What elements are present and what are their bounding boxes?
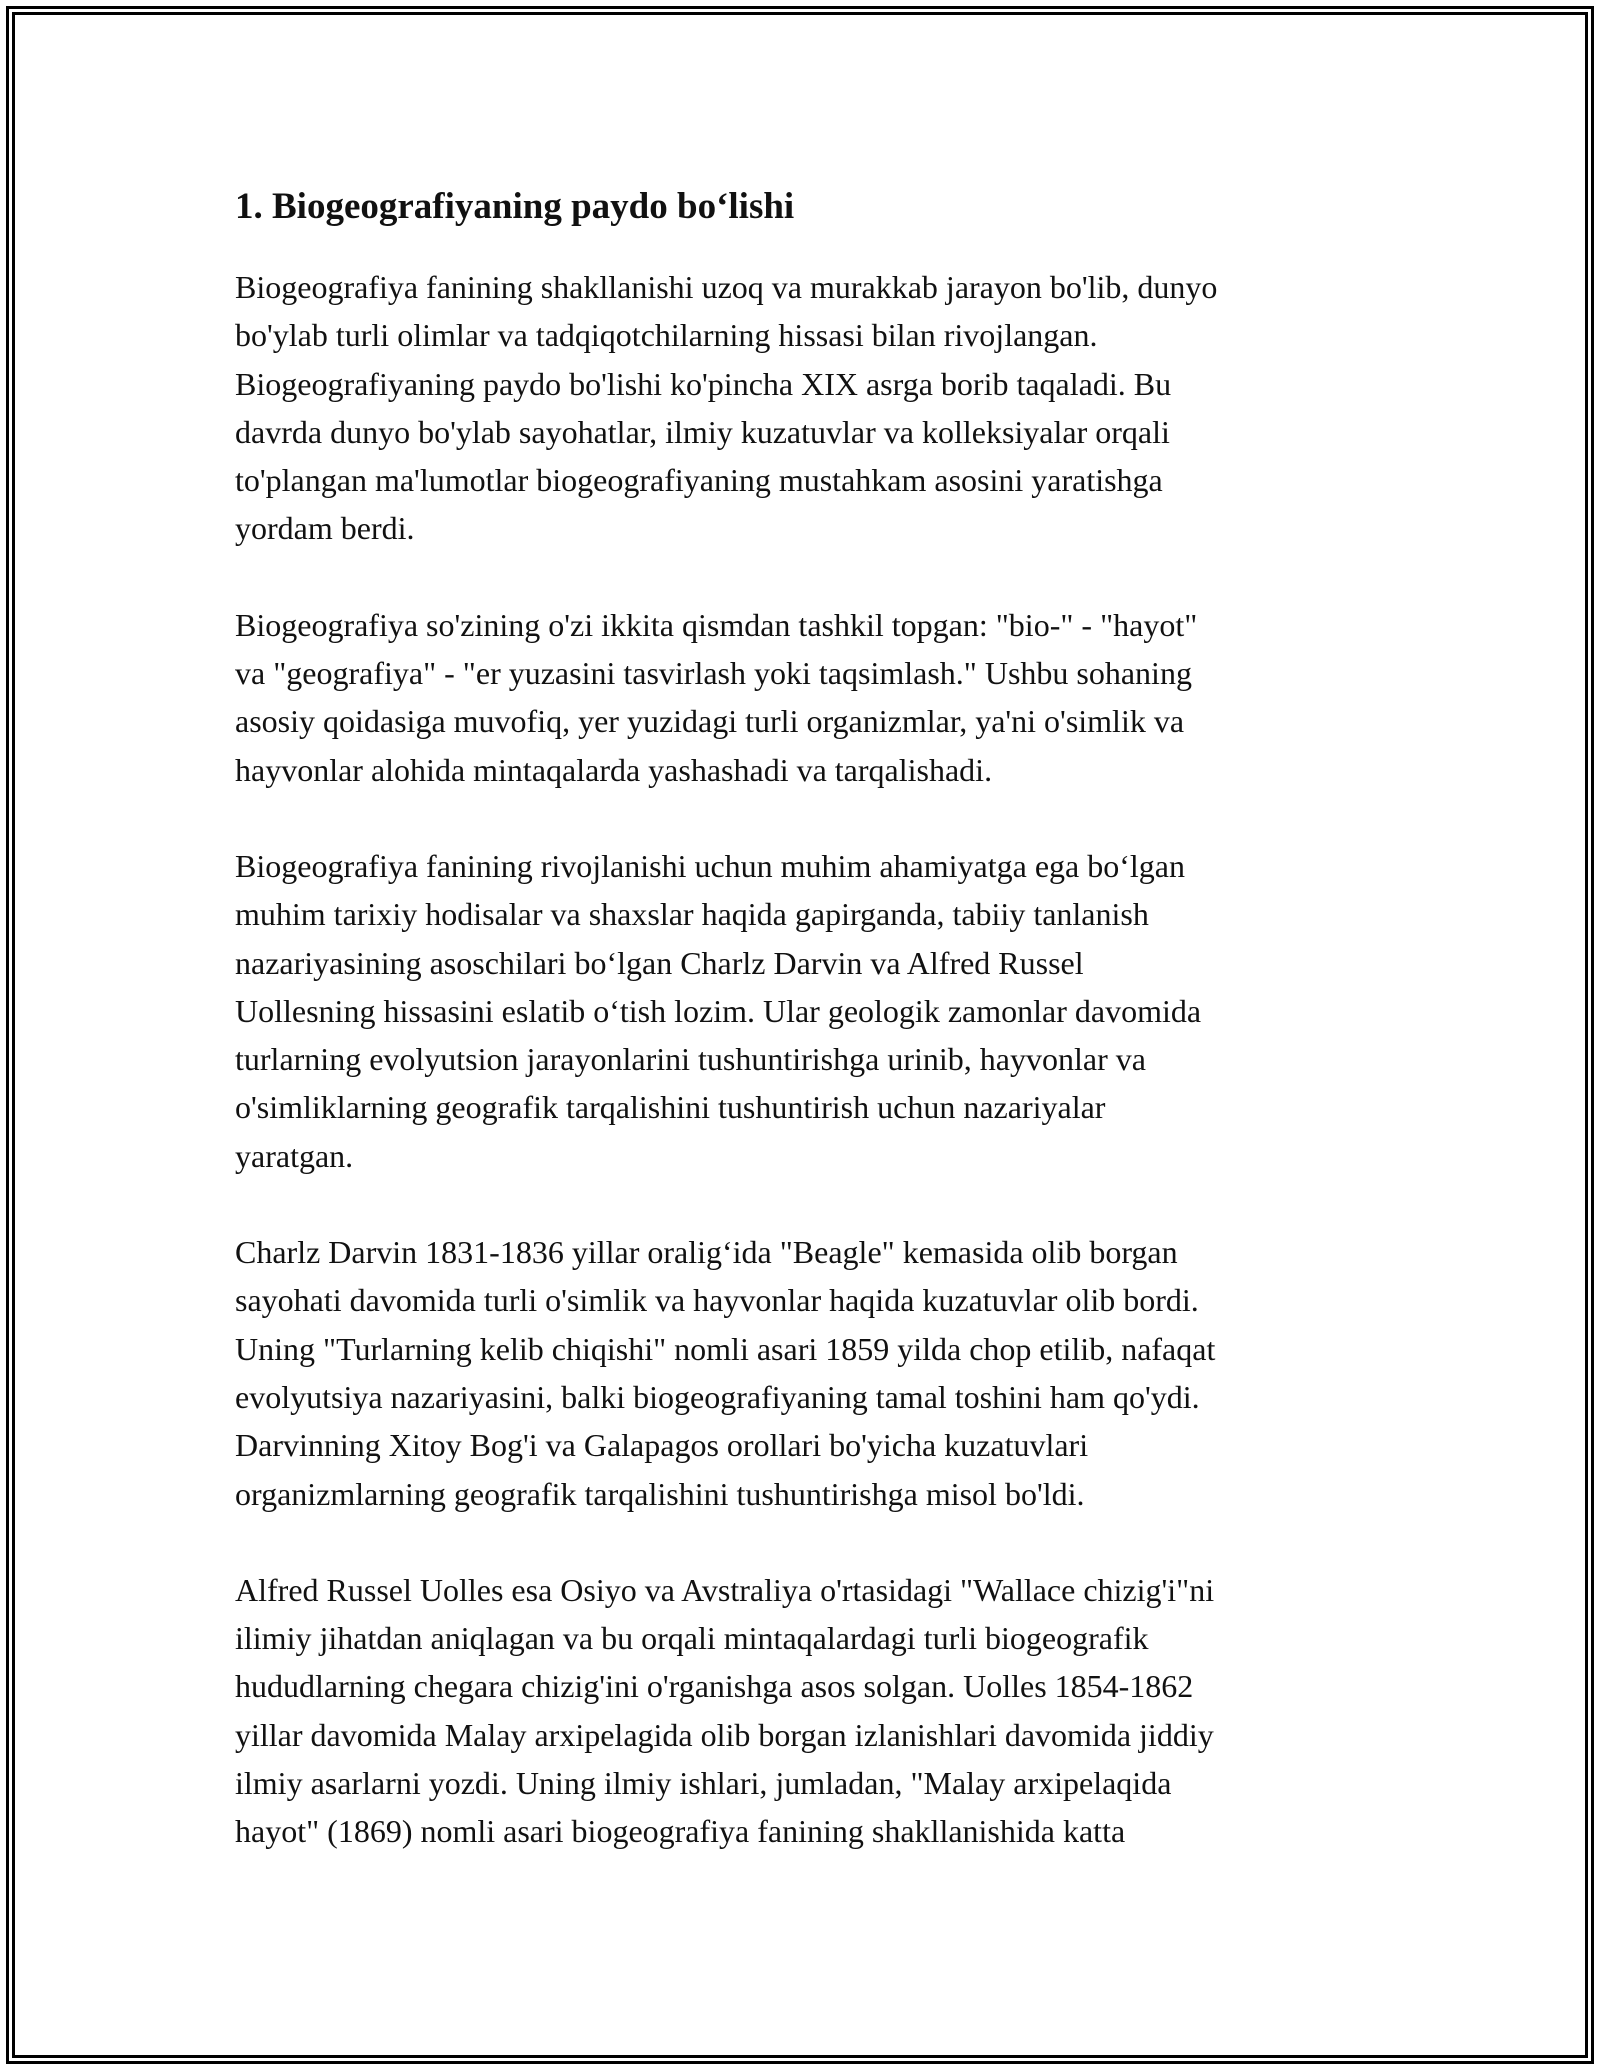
paragraph-wallace: Alfred Russel Uolles esa Osiyo va Avstraliya o'rtasidagi "Wallace chizig'i"ni ilimiy jihatdan aniqlagan va bu orqali mintaqalardagi turli biogeografik hududlarning chegara chizig'ini o'rganishga asos solgan. Uolles 1854-1862 yillar davomida Malay arxipelagida olib borgan izlanishlari davomida jiddiy ilmiy asarlarni yozdi. Uning ilmiy ishlari, jumladan, "Malay arxipelaqida hayot" (1869) nomli asari biogeografiya fanining shakllanishida katta [235,1571,1215,1850]
paragraph-darwin: Charlz Darvin 1831-1836 yillar oralig‘ida "Beagle" kemasida olib borgan sayohati davomida turli o'simlik va hayvonlar haqida kuzatuvlar olib bordi. Uning "Turlarning kelib chiqishi" nomli asari 1859 yilda chop etilib, nafaqat evolyutsiya nazariyasini, balki biogeografiyaning tamal toshini ham qo'ydi. Darvinning Xitoy Bog'i va Galapagos orollari bo'yicha kuzatuvlari organizmlarning geografik tarqalishini tushuntirishga misol bo'ldi. [235,1234,1216,1512]
paragraph-darwin-wallace: Biogeografiya fanining rivojlanishi uchun muhim ahamiyatga ega bo‘lgan muhim tarixiy hodisalar va shaxslar haqida gapirganda, tabiiy tanlanish nazariyasining asoschilari bo‘lgan Charlz Darvin va Alfred Russel Uollesning hissasini eslatib o‘tish lozim. Ular geologik zamonlar davomida turlarning evolyutsion jarayonlarini tushuntirishga urinib, hayvonlar va o'simliklarning geografik tarqalishini tushuntirish uchun nazariyalar yaratgan. [235,847,1202,1174]
section-heading: 1. Biogeografiyaning paydo bo‘lishi [235,186,795,227]
paragraph-origin: Biogeografiya fanining shakllanishi uzoq va murakkab jarayon bo'lib, dunyo bo'ylab turli olimlar va tadqiqotchilarning hissasi bilan rivojlangan. Biogeografiyaning paydo bo'lishi ko'pincha XIX asrga borib taqaladi. Bu davrda dunyo bo'ylab sayohatlar, ilmiy kuzatuvlar va kolleksiyalar orqali to'plangan ma'lumotlar biogeografiyaning mustahkam asosini yaratishga yordam berdi. [235,269,1218,547]
paragraph-etymology: Biogeografiya so'zining o'zi ikkita qismdan tashkil topgan: "bio-" - "hayot" va "geografiya" - "er yuzasini tasvirlash yoki taqsimlash." Ushbu sohaning asosiy qoidasiga muvofiq, yer yuzidagi turli organizmlar, ya'ni o'simlik va hayvonlar alohida mintaqalarda yashashadi va tarqalishadi. [235,606,1198,788]
document-body [235,185,1385,1904]
